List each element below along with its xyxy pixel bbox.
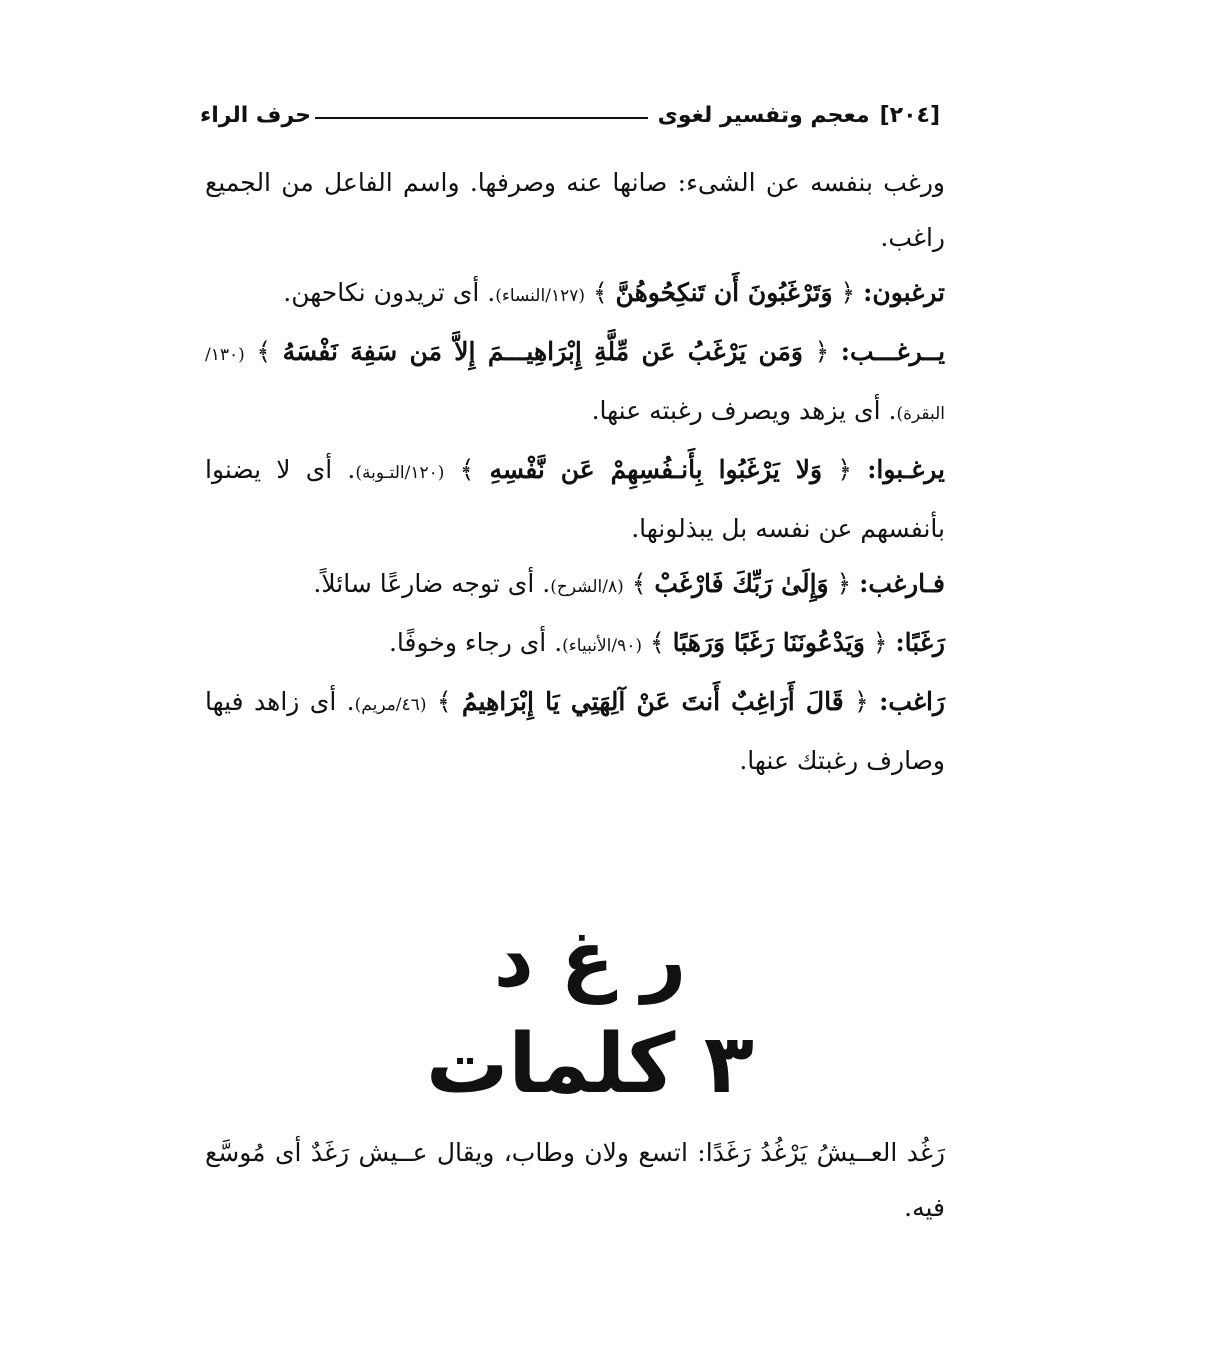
- ornate-bracket-open: ﴿: [836, 569, 852, 598]
- ornate-bracket-close: ﴾: [649, 628, 665, 657]
- entry-paragraph: [205, 442, 945, 556]
- quran-verse: وَلا يَرْغَبُوا بِأَنـفُسِهِمْ عَن نَّفْسِهِ: [489, 455, 823, 484]
- ornate-bracket-open: ﴿: [814, 337, 830, 366]
- verse-reference: (١٣٠/البقرة): [205, 345, 945, 424]
- entry-headword: يرغـبوا:: [867, 455, 945, 484]
- entry-paragraph: [205, 324, 945, 442]
- ornate-bracket-open: ﴿: [872, 628, 888, 657]
- entry-text: . أى رجاء وخوفًا.: [388, 628, 563, 657]
- entry-paragraph: [205, 1125, 945, 1235]
- book-title: معجم وتفسير لغوى: [657, 102, 870, 128]
- root-heading: [400, 910, 780, 1120]
- verse-reference: (٩٠/الأنبياء): [562, 636, 643, 656]
- word-count: ٣ كلمات: [426, 1017, 754, 1112]
- final-entry-block: [205, 1125, 945, 1235]
- ornate-bracket-close: ﴾: [592, 278, 608, 307]
- entry-text: . أى توجه ضارعًا سائلاً.: [313, 569, 551, 598]
- quran-verse: وَإِلَىٰ رَبِّكَ فَارْغَبْ: [654, 569, 829, 598]
- entry-text: . أى يزهد ويصرف رغبته عنها.: [591, 396, 897, 425]
- ornate-bracket-open: ﴿: [854, 687, 869, 716]
- entry-text: رَغُد العــيشُ يَرْغُدُ رَغَدًا: اتسع ولان وطاب، ويقال عــيش رَغَدٌ أى مُوسَّع فيه.: [205, 1138, 945, 1222]
- quran-verse: قَالَ أَرَاغِبٌ أَنتَ عَنْ آلِهَتِي يَا إِبْرَاهِيمُ: [461, 687, 844, 716]
- ornate-bracket-close: ﴾: [631, 569, 647, 598]
- entries-block: [205, 155, 945, 788]
- ornate-bracket-open: ﴿: [837, 455, 852, 484]
- entry-text: . أى تريدون نكاحهن.: [283, 278, 496, 307]
- section-title: حرف الراء: [200, 102, 312, 128]
- entry-headword: ترغبون:: [863, 278, 945, 307]
- entry-headword: يــرغـــب:: [840, 337, 946, 366]
- header-rule: [315, 117, 648, 119]
- verse-reference: (١٢٠/التـوبة): [355, 463, 445, 483]
- entry-paragraph: [205, 155, 945, 265]
- verse-reference: (١٢٧/النساء): [495, 286, 585, 306]
- entry-headword: رَغَبًا:: [895, 628, 945, 657]
- entry-headword: فـارغب:: [859, 569, 945, 598]
- quran-verse: وَيَدْعُونَنَا رَغَبًا وَرَهَبًا: [672, 628, 865, 657]
- running-header: [200, 95, 940, 135]
- entry-headword: رَاغب:: [879, 687, 945, 716]
- ornate-bracket-close: ﴾: [459, 455, 475, 484]
- entry-paragraph: [205, 265, 945, 324]
- entry-text: ورغب بنفسه عن الشىء: صانها عنه وصرفها. واسم الفاعل من الجميع راغب.: [205, 168, 945, 252]
- root-letters: ر غ د: [493, 915, 687, 1005]
- ornate-bracket-close: ﴾: [436, 687, 452, 716]
- ornate-bracket-close: ﴾: [256, 337, 272, 366]
- entry-paragraph: [205, 674, 945, 788]
- quran-verse: وَمَن يَرْغَبُ عَن مِّلَّةِ إِبْرَاهِيـــمَ إِلاَّ مَن سَفِهَ نَفْسَهُ: [282, 337, 803, 366]
- quran-verse: وَتَرْغَبُونَ أَن تَنكِحُوهُنَّ: [615, 278, 833, 307]
- verse-reference: (٤٦/مريم): [354, 695, 427, 715]
- verse-reference: (٨/الشرح): [550, 577, 624, 597]
- ornate-bracket-open: ﴿: [840, 278, 856, 307]
- entry-text: . أى لا يضنوا بأنفسهم عن نفسه بل يبذلونها.: [205, 455, 945, 543]
- page-number: [٢٠٤]: [879, 102, 940, 128]
- entry-text: . أى زاهد فيها وصارف رغبتك عنها.: [205, 687, 945, 775]
- entry-paragraph: [205, 556, 945, 615]
- entry-paragraph: [205, 615, 945, 674]
